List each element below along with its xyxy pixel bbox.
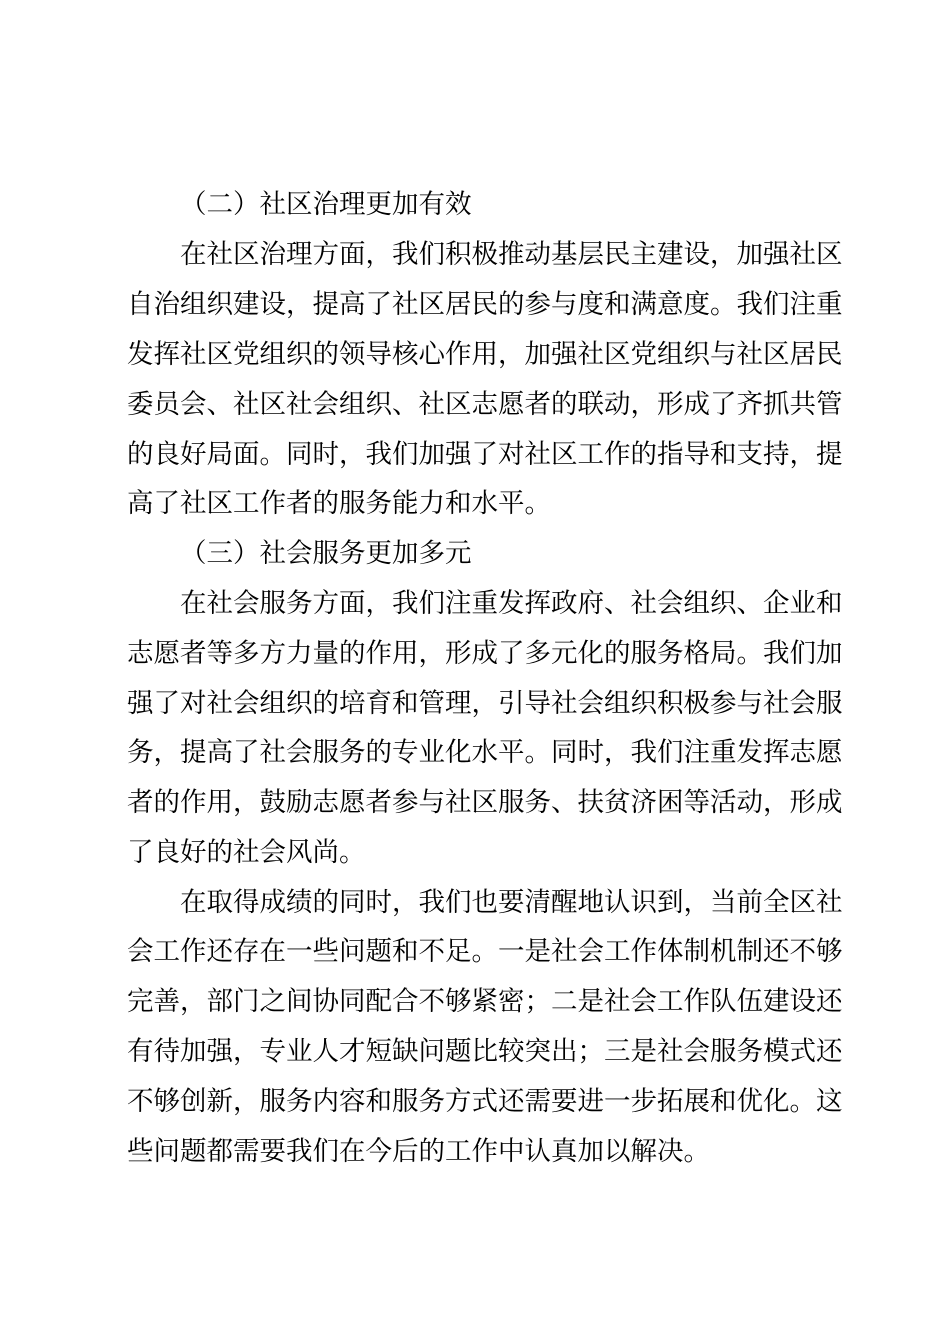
paragraph-line: 的良好局面。同时，我们加强了对社区工作的指导和支持，提 bbox=[127, 439, 843, 470]
section-heading-community-governance: （二）社区治理更加有效 bbox=[180, 189, 472, 220]
paragraph-line: 自治组织建设，提高了社区居民的参与度和满意度。我们注重 bbox=[127, 289, 843, 320]
paragraph-line: 务，提高了社会服务的专业化水平。同时，我们注重发挥志愿 bbox=[127, 737, 843, 768]
paragraph-line: 不够创新，服务内容和服务方式还需要进一步拓展和优化。这 bbox=[127, 1086, 843, 1117]
paragraph-line: 发挥社区党组织的领导核心作用，加强社区党组织与社区居民 bbox=[127, 339, 843, 370]
paragraph-line: 在社区治理方面，我们积极推动基层民主建设，加强社区 bbox=[180, 239, 843, 270]
paragraph-line: 在社会服务方面，我们注重发挥政府、社会组织、企业和 bbox=[180, 588, 843, 619]
paragraph-line: 者的作用，鼓励志愿者参与社区服务、扶贫济困等活动，形成 bbox=[127, 787, 843, 818]
paragraph-line: 有待加强，专业人才短缺问题比较突出；三是社会服务模式还 bbox=[127, 1036, 843, 1067]
paragraph-line: 了良好的社会风尚。 bbox=[127, 837, 366, 868]
paragraph-line: 些问题都需要我们在今后的工作中认真加以解决。 bbox=[127, 1136, 710, 1167]
paragraph-line: 强了对社会组织的培育和管理，引导社会组织积极参与社会服 bbox=[127, 688, 843, 719]
paragraph-line: 会工作还存在一些问题和不足。一是社会工作体制机制还不够 bbox=[127, 936, 843, 967]
paragraph-line: 在取得成绩的同时，我们也要清醒地认识到，当前全区社 bbox=[180, 887, 843, 918]
paragraph-line: 志愿者等多方力量的作用，形成了多元化的服务格局。我们加 bbox=[127, 638, 843, 669]
paragraph-line: 委员会、社区社会组织、社区志愿者的联动，形成了齐抓共管 bbox=[127, 389, 843, 420]
paragraph-line: 完善，部门之间协同配合不够紧密；二是社会工作队伍建设还 bbox=[127, 986, 843, 1017]
paragraph-line: 高了社区工作者的服务能力和水平。 bbox=[127, 488, 551, 519]
section-heading-social-services: （三）社会服务更加多元 bbox=[180, 538, 472, 569]
